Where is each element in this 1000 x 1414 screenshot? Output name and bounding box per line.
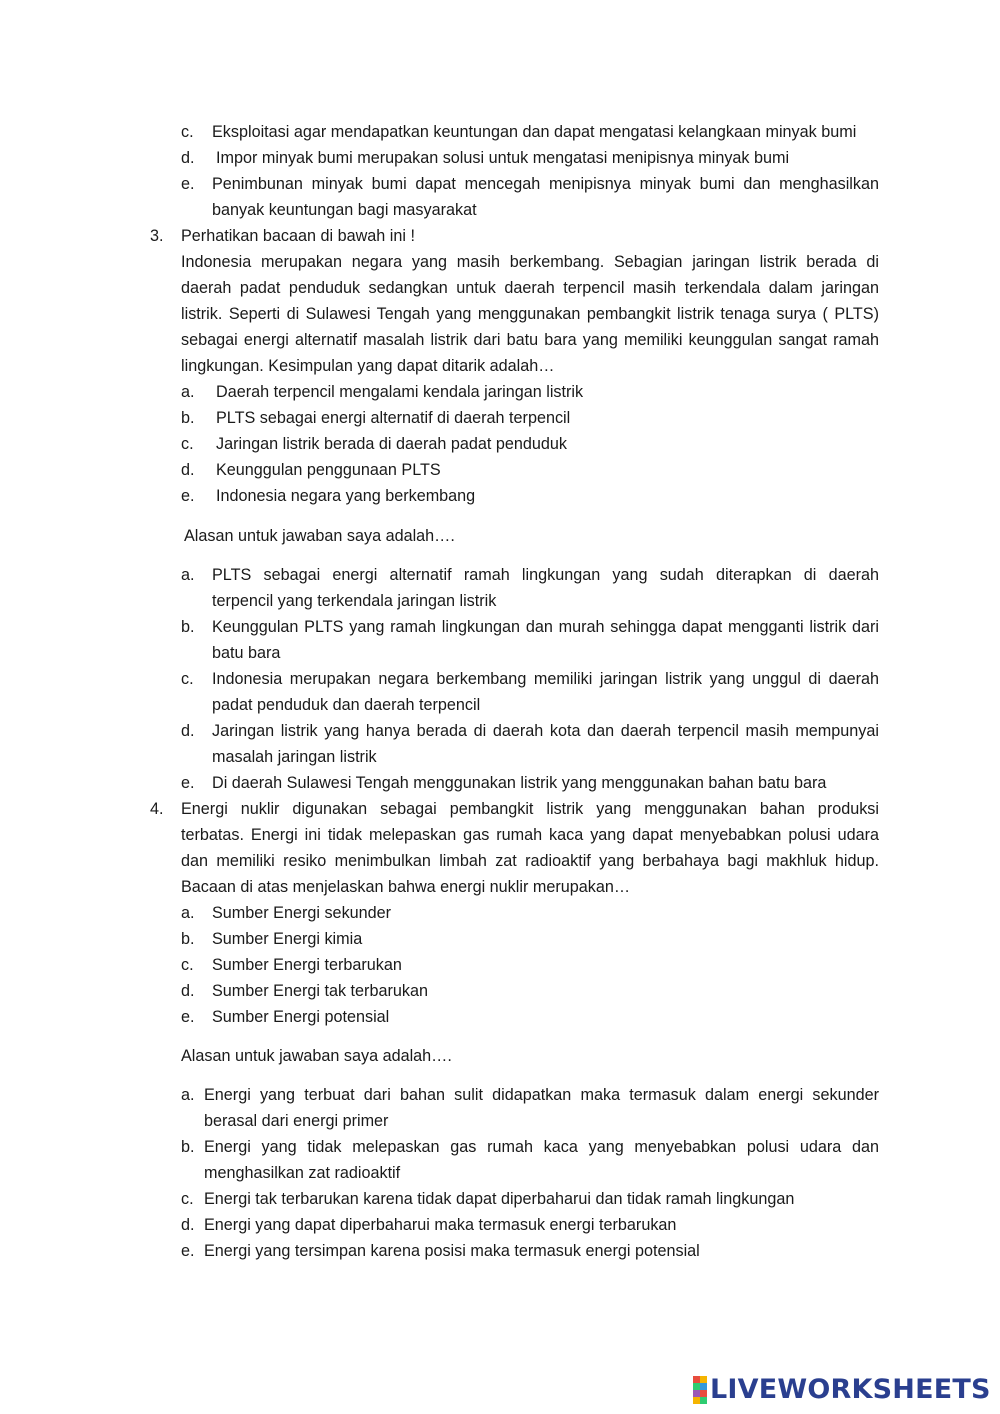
answer-option[interactable]: Sumber Energi potensial — [212, 1008, 390, 1026]
option-marker: d. — [181, 982, 195, 1000]
reason-option-cont: masalah jaringan listrik — [212, 748, 377, 766]
option-marker: a. — [181, 383, 195, 401]
option-marker: e. — [181, 487, 195, 505]
option-text-cont: banyak keuntungan bagi masyarakat — [212, 201, 477, 219]
answer-option[interactable]: Indonesia negara yang berkembang — [216, 487, 476, 505]
option-marker: d. — [181, 149, 195, 167]
answer-option[interactable]: PLTS sebagai energi alternatif di daerah terpencil — [216, 409, 571, 427]
reason-option[interactable]: Energi yang tidak melepaskan gas rumah kaca yang menyebabkan polusi udara dan — [204, 1138, 879, 1156]
option-marker: a. — [181, 566, 195, 584]
option-marker: c. — [181, 435, 194, 453]
option-marker: d. — [181, 461, 195, 479]
option-marker: a. — [181, 904, 195, 922]
option-marker: e. — [181, 774, 195, 792]
reason-option-cont: batu bara — [212, 644, 281, 662]
option-marker: c. — [181, 1190, 194, 1208]
reason-option[interactable]: Indonesia merupakan negara berkembang memiliki jaringan listrik yang unggul di daerah — [212, 670, 879, 688]
reason-prompt: Alasan untuk jawaban saya adalah…. — [181, 1047, 452, 1065]
option-marker: c. — [181, 670, 194, 688]
reason-option[interactable]: Energi yang terbuat dari bahan sulit didapatkan maka termasuk dalam energi sekunder — [204, 1086, 879, 1104]
reason-option[interactable]: Keunggulan PLTS yang ramah lingkungan dan murah sehingga dapat mengganti listrik dari — [212, 618, 879, 636]
passage-line: Bacaan di atas menjelaskan bahwa energi nuklir merupakan… — [181, 878, 631, 896]
reason-option-cont: terpencil yang terkendala jaringan listrik — [212, 592, 497, 610]
option-marker: b. — [181, 930, 195, 948]
option-marker: b. — [181, 1138, 195, 1156]
option-marker: d. — [181, 1216, 195, 1234]
liveworksheets-logo-mark-icon — [693, 1376, 707, 1404]
reason-option[interactable]: Energi yang tersimpan karena posisi maka termasuk energi potensial — [204, 1242, 700, 1260]
option-marker: b. — [181, 618, 195, 636]
option-marker: e. — [181, 1242, 195, 1260]
passage-line: daerah padat penduduk sedangkan untuk daerah terpencil masih terkendala dalam jaringan — [181, 279, 879, 297]
reason-option-cont: menghasilkan zat radioaktif — [204, 1164, 401, 1182]
logo-text: LIVEWORKSHEETS — [710, 1374, 991, 1405]
answer-option[interactable]: Jaringan listrik berada di daerah padat penduduk — [216, 435, 567, 453]
question-number: 3. — [150, 227, 164, 245]
option-marker: d. — [181, 722, 195, 740]
reason-option[interactable]: Di daerah Sulawesi Tengah menggunakan listrik yang menggunakan bahan batu bara — [212, 774, 827, 792]
reason-option[interactable]: PLTS sebagai energi alternatif ramah lingkungan yang sudah diterapkan di daerah — [212, 566, 879, 584]
reason-option[interactable]: Energi yang dapat diperbaharui maka termasuk energi terbarukan — [204, 1216, 677, 1234]
passage-line: Indonesia merupakan negara yang masih berkembang. Sebagian jaringan listrik berada di — [181, 253, 879, 271]
passage-line: listrik. Seperti di Sulawesi Tengah yang menggunakan pembangkit listrik tenaga surya ( PLTS) — [181, 305, 879, 323]
option-marker: e. — [181, 1008, 195, 1026]
passage-line: lingkungan. Kesimpulan yang dapat ditarik adalah… — [181, 357, 555, 375]
reason-prompt: Alasan untuk jawaban saya adalah…. — [184, 527, 455, 545]
option-marker: e. — [181, 175, 195, 193]
question-number: 4. — [150, 800, 164, 818]
option-marker: a. — [181, 1086, 195, 1104]
reason-option[interactable]: Energi tak terbarukan karena tidak dapat diperbaharui dan tidak ramah lingkungan — [204, 1190, 795, 1208]
reason-option-cont: padat penduduk dan daerah terpencil — [212, 696, 481, 714]
option-marker: c. — [181, 123, 194, 141]
option-text: Penimbunan minyak bumi dapat mencegah menipisnya minyak bumi dan menghasilkan — [212, 175, 879, 193]
passage-line: Energi nuklir digunakan sebagai pembangkit listrik yang menggunakan bahan produksi — [181, 800, 879, 818]
option-text: Eksploitasi agar mendapatkan keuntungan dan dapat mengatasi kelangkaan minyak bumi — [212, 123, 857, 141]
answer-option[interactable]: Keunggulan penggunaan PLTS — [216, 461, 441, 479]
question-prompt: Perhatikan bacaan di bawah ini ! — [181, 227, 415, 245]
answer-option[interactable]: Sumber Energi tak terbarukan — [212, 982, 428, 1000]
answer-option[interactable]: Daerah terpencil mengalami kendala jaringan listrik — [216, 383, 584, 401]
option-marker: b. — [181, 409, 195, 427]
passage-line: terbatas. Energi ini tidak melepaskan gas rumah kaca yang dapat menyebabkan polusi udara — [181, 826, 879, 844]
passage-line: sebagai energi alternatif masalah listrik dari batu bara yang memiliki keunggulan sangat ramah — [181, 331, 879, 349]
answer-option[interactable]: Sumber Energi kimia — [212, 930, 363, 948]
option-text: Impor minyak bumi merupakan solusi untuk mengatasi menipisnya minyak bumi — [216, 149, 790, 167]
reason-option-cont: berasal dari energi primer — [204, 1112, 389, 1130]
answer-option[interactable]: Sumber Energi sekunder — [212, 904, 392, 922]
liveworksheets-logo — [693, 1374, 991, 1406]
option-marker: c. — [181, 956, 194, 974]
answer-option[interactable]: Sumber Energi terbarukan — [212, 956, 402, 974]
passage-line: dan memiliki resiko menimbulkan limbah zat radioaktif yang berbahaya bagi makhluk hidup. — [181, 852, 879, 870]
reason-option[interactable]: Jaringan listrik yang hanya berada di daerah kota dan daerah terpencil masih mempunyai — [212, 722, 879, 740]
